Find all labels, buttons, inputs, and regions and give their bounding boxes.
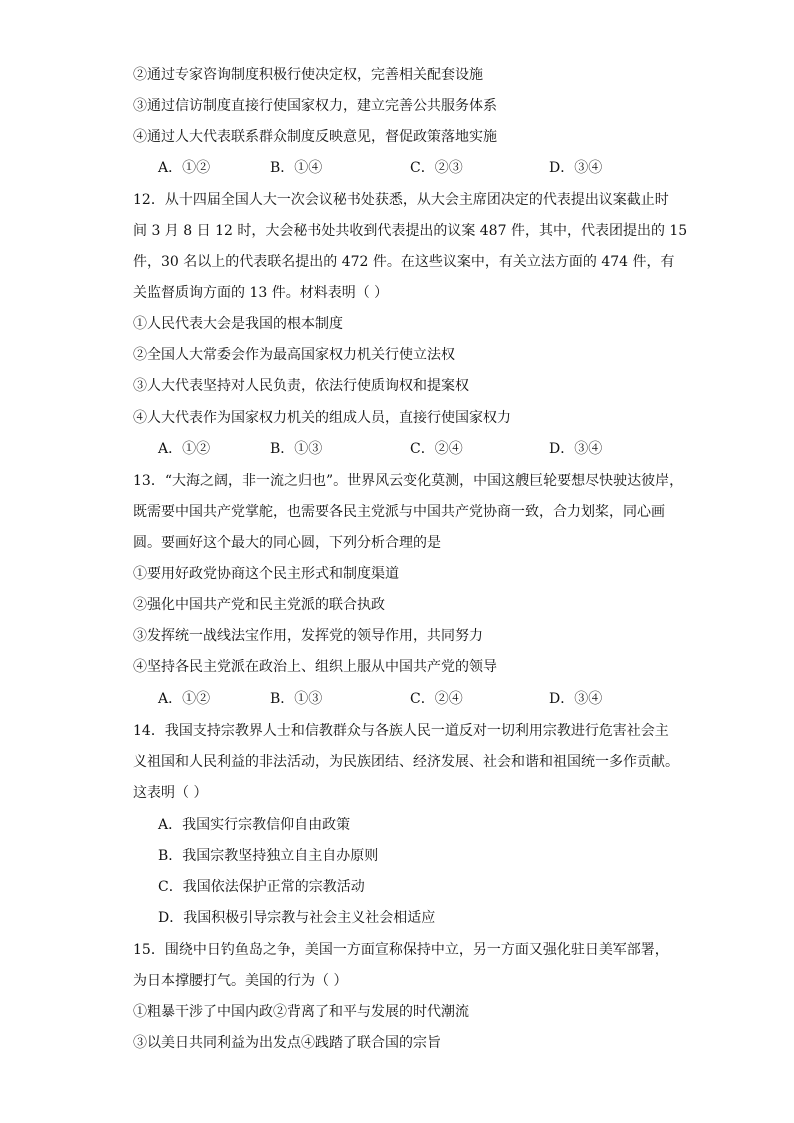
answer-option: A．①② [158, 160, 211, 176]
text-line: 圆。要画好这个最大的同心圆，下列分析合理的是 [133, 535, 441, 551]
text-line: 15．围绕中日钓鱼岛之争，美国一方面宣称保持中立，另一方面又强化驻日美军部署， [133, 942, 669, 958]
answer-option: D．③④ [549, 691, 603, 707]
text-line: 这表明（ ） [133, 785, 208, 801]
answer-option: C．②④ [410, 441, 463, 457]
text-line: 件，30 名以上的代表联名提出的 472 件。在这些议案中，有关立法方面的 474 件，有 [133, 254, 675, 270]
answer-option: D．③④ [549, 160, 603, 176]
text-line: ③以美日共同利益为出发点④践踏了联合国的宗旨 [133, 1035, 441, 1051]
text-line: ②全国人大常委会作为最高国家权力机关行使立法权 [133, 347, 455, 363]
text-line: ③通过信访制度直接行使国家权力，建立完善公共服务体系 [133, 98, 497, 114]
choice-line: B．我国宗教坚持独立自主自办原则 [158, 848, 379, 864]
choice-line: A．我国实行宗教信仰自由政策 [158, 817, 351, 833]
choice-line: C．我国依法保护正常的宗教活动 [158, 879, 365, 895]
text-line: ②通过专家咨询制度积极行使决定权，完善相关配套设施 [133, 67, 483, 83]
answer-option: C．②④ [410, 691, 463, 707]
answer-option: B．①③ [270, 691, 323, 707]
text-line: 12．从十四届全国人大一次会议秘书处获悉，从大会主席团决定的代表提出议案截止时 [133, 192, 669, 208]
answer-option: A．①② [158, 441, 211, 457]
text-line: 13．“大海之阔，非一流之归也”。世界风云变化莫测，中国这艘巨轮要想尽快驶达彼岸， [133, 473, 684, 489]
text-line: ②强化中国共产党和民主党派的联合执政 [133, 597, 385, 613]
choice-line: D．我国积极引导宗教与社会主义社会相适应 [158, 910, 436, 926]
text-line: ④通过人大代表联系群众制度反映意见，督促政策落地实施 [133, 129, 497, 145]
text-line: 既需要中国共产党掌舵，也需要各民主党派与中国共产党协商一致，合力划桨，同心画 [133, 504, 665, 520]
text-line: 间 3 月 8 日 12 时，大会秘书处共收到代表提出的议案 487 件，其中，代表团提出的 15 [133, 223, 688, 239]
text-line: ①人民代表大会是我国的根本制度 [133, 316, 343, 332]
text-line: ①要用好政党协商这个民主形式和制度渠道 [133, 566, 399, 582]
text-line: 14．我国支持宗教界人士和信教群众与各族人民一道反对一切利用宗教进行危害社会主 [133, 723, 669, 739]
text-line: ③人大代表坚持对人民负责，依法行使质询权和提案权 [133, 378, 469, 394]
answer-option: B．①③ [270, 441, 323, 457]
text-line: 为日本撑腰打气。美国的行为（ ） [133, 973, 348, 989]
text-line: ④人大代表作为国家权力机关的组成人员，直接行使国家权力 [133, 410, 511, 426]
text-line: 关监督质询方面的 13 件。材料表明（ ） [133, 285, 389, 301]
answer-option: C．②③ [410, 160, 463, 176]
text-line: ④坚持各民主党派在政治上、组织上服从中国共产党的领导 [133, 659, 497, 675]
answer-option: B．①④ [270, 160, 323, 176]
text-line: ③发挥统一战线法宝作用，发挥党的领导作用，共同努力 [133, 628, 483, 644]
text-line: 义祖国和人民利益的非法活动，为民族团结、经济发展、社会和谐和祖国统一多作贡献。 [133, 754, 679, 770]
text-line: ①粗暴干涉了中国内政②背离了和平与发展的时代潮流 [133, 1004, 469, 1020]
answer-option: A．①② [158, 691, 211, 707]
answer-option: D．③④ [549, 441, 603, 457]
